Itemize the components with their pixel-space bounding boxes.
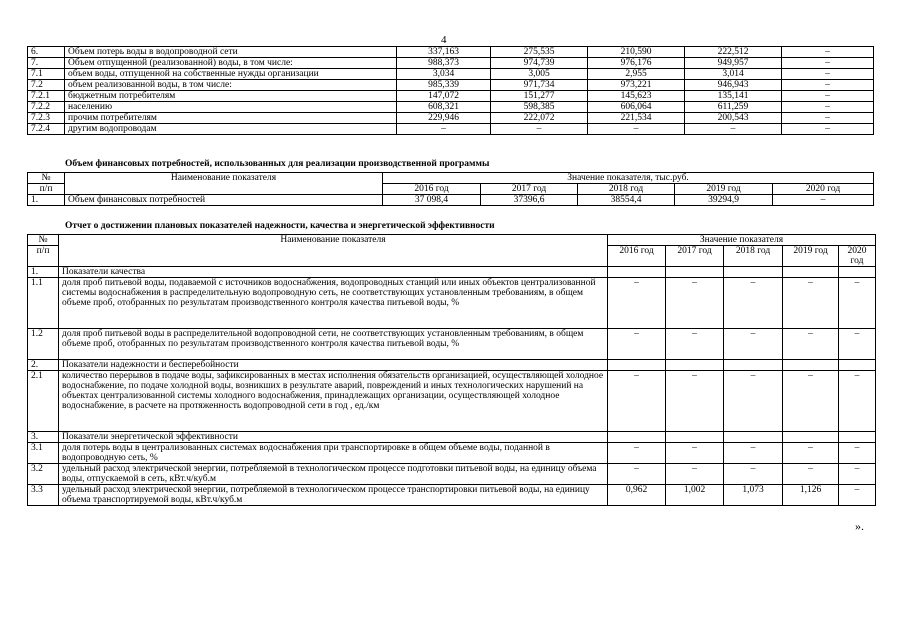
value-cell: – [724, 443, 783, 464]
value-2016: – [397, 124, 491, 135]
value-cell: – [666, 464, 724, 485]
value-2018: 2,955 [588, 69, 685, 80]
value-cell: – [773, 195, 874, 206]
section-row [28, 432, 876, 443]
col-name-header: Наименование показателя [65, 173, 383, 195]
row-name: объем воды, отпущенной на собственные нужды организации [65, 69, 397, 80]
row-number: 3.2 [28, 464, 59, 485]
value-cell: – [839, 371, 876, 432]
row-name: населению [65, 102, 397, 113]
value-cell: – [724, 278, 783, 329]
value-2020: – [782, 80, 874, 91]
row-name: бюджетным потребителям [65, 91, 397, 102]
year-header: 2020 год [839, 246, 876, 267]
year-header: 2017 год [481, 184, 578, 195]
value-2016: 3,034 [397, 69, 491, 80]
row-name: доля потерь воды в централизованных системах водоснабжения при транспортировке в общем объеме воды, поданной в водопроводную сеть, % [59, 443, 608, 464]
value-cell: – [666, 329, 724, 360]
value-cell: – [724, 371, 783, 432]
table-row [28, 69, 874, 80]
value-2020: – [782, 113, 874, 124]
value-2019: 611,259 [685, 102, 782, 113]
value-cell: 0,962 [608, 485, 666, 506]
value-2019: 222,512 [685, 47, 782, 58]
section-title: Показатели надежности и бесперебойности [59, 360, 608, 371]
col-number-subheader: п/п [28, 184, 65, 195]
value-cell: 37 098,4 [383, 195, 481, 206]
value-2016: 147,072 [397, 91, 491, 102]
value-cell: – [666, 371, 724, 432]
table-row [28, 113, 874, 124]
table-row [28, 102, 874, 113]
value-2017: 598,385 [491, 102, 588, 113]
section-row [28, 360, 876, 371]
row-number: 7.2.3 [28, 113, 65, 124]
row-name: Объем отпущенной (реализованной) воды, в том числе: [65, 58, 397, 69]
row-name: удельный расход электрической энергии, потребляемой в технологическом процессе транспортировки питьевой воды, на единицу объема транспортируемой воды, кВт.ч/куб.м [59, 485, 608, 506]
value-2020: – [782, 102, 874, 113]
table-row [28, 278, 876, 329]
value-2016: 988,373 [397, 58, 491, 69]
row-number: 7. [28, 58, 65, 69]
value-cell: – [608, 464, 666, 485]
row-name: Объем финансовых потребностей [65, 195, 383, 206]
year-header: 2020 год [773, 184, 874, 195]
value-cell: – [783, 371, 839, 432]
value-cell: – [608, 443, 666, 464]
indicators-table [27, 234, 876, 506]
value-2019: – [685, 124, 782, 135]
value-cell: – [666, 443, 724, 464]
value-cell: – [783, 443, 839, 464]
value-2020: – [782, 124, 874, 135]
value-cell: 37396,6 [481, 195, 578, 206]
col-value-header: Значение показателя [608, 235, 876, 246]
table-row [28, 58, 874, 69]
value-2017: 974,739 [491, 58, 588, 69]
table-row [28, 47, 874, 58]
financial-needs-table [27, 172, 874, 206]
value-2018: 606,064 [588, 102, 685, 113]
value-cell: – [724, 464, 783, 485]
value-2019: 3,014 [685, 69, 782, 80]
value-cell: – [608, 371, 666, 432]
row-number: 1.2 [28, 329, 59, 360]
row-name: другим водопроводам [65, 124, 397, 135]
value-2017: 971,734 [491, 80, 588, 91]
indicators-report-heading: Отчет о достижении плановых показателей надежности, качества и энергетической эффективности [65, 221, 495, 231]
table-header-row [28, 235, 876, 246]
value-2019: 135,141 [685, 91, 782, 102]
value-2017: 222,072 [491, 113, 588, 124]
row-name: доля проб питьевой воды в распределительной водопроводной сети, не соответствующих установленным требованиям, в общем объеме проб, отобранных по результатам производственного контроля качества питьевой воды, % [59, 329, 608, 360]
row-number: 7.1 [28, 69, 65, 80]
row-number: 7.2.2 [28, 102, 65, 113]
col-number-header: № [28, 173, 65, 184]
value-cell: – [608, 278, 666, 329]
row-name: доля проб питьевой воды, подаваемой с источников водоснабжения, водопроводных станций или иных объектов централизованной системы водоснабжения в распределительную водопроводную сеть, не соответствующих установленным требованиям, в общем объеме проб, отобранных по результатам производственного контроля качества питьевой воды, % [59, 278, 608, 329]
value-cell: 1,126 [783, 485, 839, 506]
value-2019: 949,957 [685, 58, 782, 69]
table-row [28, 443, 876, 464]
value-2016: 608,321 [397, 102, 491, 113]
value-2016: 229,946 [397, 113, 491, 124]
value-2018: – [588, 124, 685, 135]
row-number: 6. [28, 47, 65, 58]
row-name: Объем потерь воды в водопроводной сети [65, 47, 397, 58]
value-cell: – [839, 278, 876, 329]
year-header: 2019 год [783, 246, 839, 267]
table-row [28, 195, 874, 206]
row-number: 7.2.4 [28, 124, 65, 135]
section-title: Показатели энергетической эффективности [59, 432, 608, 443]
col-name-header: Наименование показателя [59, 235, 608, 267]
row-number: 7.2 [28, 80, 65, 91]
value-cell: 1,002 [666, 485, 724, 506]
row-number: 3.1 [28, 443, 59, 464]
row-name: количество перерывов в подаче воды, зафиксированных в местах исполнения обязательств организацией, осуществляющей холодное водоснабжение, по подаче холодной воды, возникших в результате аварий, повреждений и иных технологических нарушений на объектах централизованной системы холодного водоснабжения, принадлежащих организации, осуществляющей холодное водоснабжение, в расчете на протяженность водопроводной сети в год , ед./км [59, 371, 608, 432]
row-name: объем реализованной воды, в том числе: [65, 80, 397, 91]
value-cell: – [839, 485, 876, 506]
value-2019: 200,543 [685, 113, 782, 124]
value-2017: 151,277 [491, 91, 588, 102]
table-row [28, 80, 874, 91]
row-number: 2. [28, 360, 59, 371]
row-number: 1. [28, 267, 59, 278]
value-cell: – [608, 329, 666, 360]
row-number: 3. [28, 432, 59, 443]
year-header: 2018 год [578, 184, 675, 195]
value-2016: 337,163 [397, 47, 491, 58]
value-cell: – [839, 329, 876, 360]
value-2020: – [782, 91, 874, 102]
col-number-header: № [28, 235, 59, 246]
value-cell: 1,073 [724, 485, 783, 506]
value-2020: – [782, 58, 874, 69]
value-cell: – [839, 443, 876, 464]
value-cell: 38554,4 [578, 195, 675, 206]
value-2017: – [491, 124, 588, 135]
col-value-header: Значение показателя, тыс.руб. [383, 173, 874, 184]
col-number-subheader: п/п [28, 246, 59, 267]
year-header: 2016 год [608, 246, 666, 267]
row-number: 1.1 [28, 278, 59, 329]
row-number: 3.3 [28, 485, 59, 506]
closing-quote-mark: ». [855, 519, 864, 533]
value-2019: 946,943 [685, 80, 782, 91]
row-name: удельный расход электрической энергии, потребляемой в технологическом процессе подготовки питьевой воды, на единицу объема воды, отпускаемой в сеть, кВт.ч/куб.м [59, 464, 608, 485]
row-number: 7.2.1 [28, 91, 65, 102]
table-row [28, 464, 876, 485]
section-title: Показатели качества [59, 267, 608, 278]
value-2020: – [782, 47, 874, 58]
value-2017: 275,535 [491, 47, 588, 58]
table-header-row [28, 173, 874, 184]
value-2018: 973,221 [588, 80, 685, 91]
year-header: 2018 год [724, 246, 783, 267]
value-cell: – [783, 329, 839, 360]
water-volume-table [27, 46, 874, 135]
financial-needs-heading: Объем финансовых потребностей, использованных для реализации производственной программы [65, 159, 490, 169]
table-row [28, 371, 876, 432]
row-name: прочим потребителям [65, 113, 397, 124]
value-2016: 985,339 [397, 80, 491, 91]
table-row [28, 485, 876, 506]
row-number: 2.1 [28, 371, 59, 432]
year-header: 2017 год [666, 246, 724, 267]
value-2018: 210,590 [588, 47, 685, 58]
value-2018: 976,176 [588, 58, 685, 69]
section-row [28, 267, 876, 278]
value-2020: – [782, 69, 874, 80]
table-row [28, 91, 874, 102]
year-header: 2016 год [383, 184, 481, 195]
value-cell: – [783, 278, 839, 329]
value-cell: – [783, 464, 839, 485]
year-header: 2019 год [675, 184, 773, 195]
value-cell: 39294,9 [675, 195, 773, 206]
table-row [28, 329, 876, 360]
table-row [28, 124, 874, 135]
row-number: 1. [28, 195, 65, 206]
value-cell: – [724, 329, 783, 360]
value-cell: – [666, 278, 724, 329]
value-2018: 145,623 [588, 91, 685, 102]
value-2018: 221,534 [588, 113, 685, 124]
value-2017: 3,005 [491, 69, 588, 80]
value-cell: – [839, 464, 876, 485]
page-number: 4 [441, 34, 447, 46]
